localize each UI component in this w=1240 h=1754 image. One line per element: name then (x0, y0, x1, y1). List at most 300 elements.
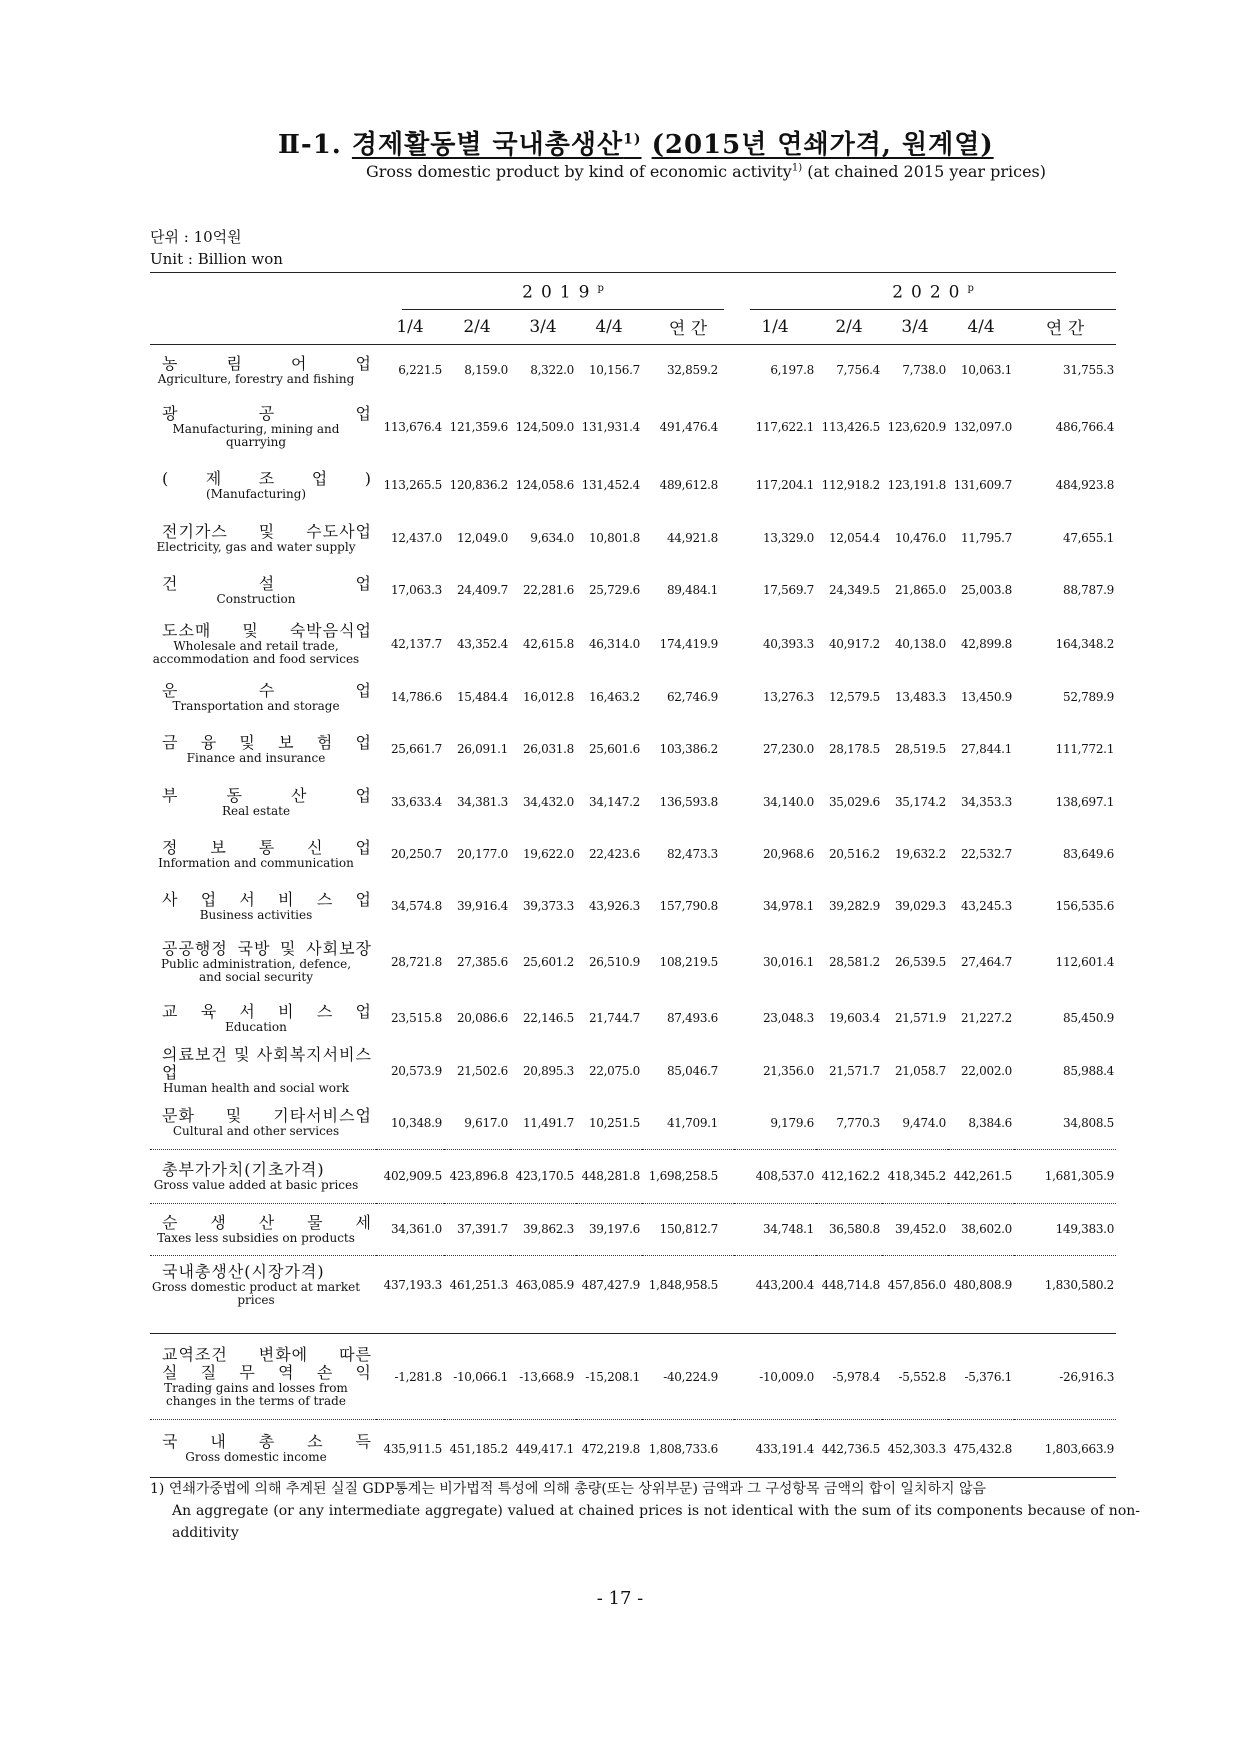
row-label-en: Information and communication (158, 855, 354, 870)
value-cell: 13,483.3 (894, 690, 947, 705)
row-label-ko: 순 생 산 물 세 (162, 1212, 372, 1232)
row-label-en: Human health and social work (162, 1081, 350, 1096)
row-label (150, 992, 376, 1044)
row-label-ko: 농 림 어 업 (162, 353, 372, 373)
subtitle-rest: (at chained 2015 year prices) (807, 162, 1046, 181)
value-cell: 20,968.6 (762, 847, 815, 862)
value-cell: 39,916.4 (456, 899, 508, 914)
value-cell: 113,676.4 (383, 420, 442, 435)
value-cell: 112,918.2 (821, 478, 881, 493)
row-label (150, 828, 376, 880)
value-cell: -26,916.3 (1059, 1369, 1115, 1384)
table-row (150, 512, 1116, 564)
value-cell: -5,978.4 (832, 1369, 881, 1384)
value-cell: 9,474.0 (902, 1115, 947, 1130)
title-main (352, 130, 642, 160)
value-cell: 131,609.7 (953, 478, 1013, 493)
value-cell: 47,655.1 (1062, 531, 1115, 546)
value-cell: 1,803,663.9 (1014, 1420, 1116, 1478)
value-cell: 37,391.7 (444, 1203, 510, 1255)
q-header: 4/4 (595, 316, 623, 337)
row-label-en: Education (225, 1019, 287, 1034)
value-cell: 174,419.9 (659, 637, 719, 652)
unit-en: Unit : Billion won (150, 250, 283, 268)
value-cell: 9,179.6 (770, 1115, 815, 1130)
row-label-en: Cultural and other services (172, 1124, 340, 1139)
value-cell: 448,281.8 (576, 1149, 642, 1203)
value-cell: 35,174.2 (894, 795, 947, 810)
value-cell: 42,137.7 (390, 637, 442, 652)
value-cell: 39,282.9 (828, 899, 881, 914)
value-cell: 433,191.4 (734, 1420, 816, 1478)
value-cell: -10,066.1 (453, 1369, 508, 1384)
value-cell: 103,386.2 (659, 742, 719, 757)
value-cell: 442,736.5 (816, 1420, 882, 1478)
value-cell: 32,859.2 (666, 363, 719, 378)
value-cell: 22,532.7 (960, 847, 1013, 862)
row-label (150, 1255, 376, 1315)
table-row (150, 722, 1116, 776)
value-cell: 13,450.9 (960, 690, 1013, 705)
value-cell: 8,322.0 (530, 363, 574, 378)
table-row (150, 616, 1116, 672)
value-cell: 435,911.5 (376, 1420, 444, 1478)
value-cell: 43,926.3 (588, 899, 640, 914)
value-cell: 16,012.8 (522, 690, 574, 705)
value-cell: 28,581.2 (828, 955, 881, 970)
value-cell: 7,770.3 (836, 1115, 881, 1130)
value-cell: 12,049.0 (456, 531, 508, 546)
value-cell: 33,633.4 (390, 795, 442, 810)
value-cell: 36,580.8 (816, 1203, 882, 1255)
row-label-ko: 금 융 및 보 험 업 (162, 732, 372, 752)
value-cell: 40,917.2 (828, 637, 881, 652)
value-cell: 34,978.1 (762, 899, 815, 914)
page-title (278, 124, 1038, 161)
value-cell: 6,221.5 (398, 363, 442, 378)
row-label-en: Manufacturing, mining and quarrying (172, 422, 340, 450)
unit-ko: 단위 : 10억원 (150, 228, 242, 246)
value-cell: 1,830,580.2 (1014, 1255, 1116, 1315)
value-cell: 9,634.0 (530, 531, 574, 546)
value-cell: 443,200.4 (734, 1255, 816, 1315)
title-sup: 1) (623, 131, 642, 148)
value-cell: 40,138.0 (894, 637, 947, 652)
subtitle-text: Gross domestic product by kind of economic activity (365, 162, 792, 181)
row-label-en: Gross value added at basic prices (153, 1177, 359, 1192)
value-cell: 132,097.0 (953, 420, 1013, 435)
row-label-ko: 도소매 및 숙박음식업 (162, 621, 372, 641)
table-row (150, 776, 1116, 828)
value-cell: 402,909.5 (376, 1149, 444, 1203)
header-year-2019 (376, 273, 734, 310)
value-cell: 28,519.5 (894, 742, 947, 757)
value-cell: 19,632.2 (894, 847, 947, 862)
row-label (150, 1334, 376, 1420)
value-cell: 34,381.3 (456, 795, 508, 810)
value-cell: -15,208.1 (585, 1369, 640, 1384)
value-cell: -5,552.8 (898, 1369, 947, 1384)
value-cell: 6,197.8 (770, 363, 815, 378)
q-header: 3/4 (529, 316, 557, 337)
value-cell: 157,790.8 (659, 899, 719, 914)
table-row (150, 564, 1116, 616)
page-number: - 17 - (596, 1588, 644, 1609)
value-cell: 7,756.4 (836, 363, 881, 378)
value-cell: 39,029.3 (894, 899, 947, 914)
value-cell: 14,786.6 (390, 690, 442, 705)
value-cell: 164,348.2 (1055, 637, 1115, 652)
row-label-ko: 교역조건 변화에 따른 (162, 1344, 372, 1364)
table-row (150, 1255, 1116, 1315)
value-cell: 12,437.0 (390, 531, 442, 546)
gdp-table (150, 272, 1116, 1478)
value-cell: 12,054.4 (828, 531, 881, 546)
value-cell: 113,426.5 (821, 420, 881, 435)
value-cell: 21,356.0 (762, 1063, 815, 1078)
value-cell: 9,617.0 (464, 1115, 508, 1130)
header-quarter-row (150, 310, 1116, 345)
footnote (150, 1478, 1140, 1544)
page-subtitle (366, 162, 1046, 181)
row-label-ko: 운 수 업 (162, 680, 372, 700)
value-cell: 1,698,258.5 (642, 1149, 734, 1203)
value-cell: 1,848,958.5 (642, 1255, 734, 1315)
spacer-cell (150, 1315, 1116, 1334)
value-cell: 21,744.7 (588, 1011, 640, 1026)
value-cell: 123,191.8 (887, 478, 947, 493)
row-label-en: Transportation and storage (172, 698, 340, 713)
value-cell: 23,048.3 (762, 1011, 815, 1026)
q-header: 1/4 (761, 316, 789, 337)
year-2020-label: 2020 (892, 282, 968, 303)
value-cell: 113,265.5 (383, 478, 442, 493)
q-header: 3/4 (901, 316, 929, 337)
value-cell: 26,031.8 (522, 742, 574, 757)
value-cell: 46,314.0 (588, 637, 640, 652)
value-cell: 44,921.8 (666, 531, 719, 546)
header-year-row (150, 273, 1116, 310)
value-cell: 34,574.8 (390, 899, 442, 914)
value-cell: 22,423.6 (588, 847, 640, 862)
row-label-en: Finance and insurance (186, 750, 326, 765)
value-cell: 85,988.4 (1062, 1063, 1115, 1078)
subtitle-sup: 1) (791, 162, 803, 174)
value-cell: 35,029.6 (828, 795, 881, 810)
value-cell: 40,393.3 (762, 637, 815, 652)
title-prefix: Ⅱ-1. (278, 130, 342, 160)
table-row (150, 458, 1116, 512)
gdp-table-body (150, 273, 1116, 1478)
value-cell: 11,491.7 (522, 1115, 574, 1130)
table-row (150, 1149, 1116, 1203)
value-cell: 28,178.5 (828, 742, 881, 757)
value-cell: 20,086.6 (456, 1011, 508, 1026)
value-cell: 16,463.2 (588, 690, 640, 705)
value-cell: 39,197.6 (576, 1203, 642, 1255)
header-year-2020-box (750, 273, 1116, 310)
value-cell: 34,147.2 (588, 795, 640, 810)
table-row (150, 1203, 1116, 1255)
value-cell: 25,601.2 (522, 955, 574, 970)
value-cell: 30,016.1 (762, 955, 815, 970)
value-cell: 418,345.2 (882, 1149, 948, 1203)
value-cell: 475,432.8 (948, 1420, 1014, 1478)
value-cell: 124,509.0 (515, 420, 574, 435)
value-cell: 10,348.9 (390, 1115, 442, 1130)
value-cell: 87,493.6 (666, 1011, 719, 1026)
table-row (150, 672, 1116, 722)
row-label-ko: 부 동 산 업 (162, 785, 372, 805)
value-cell: 27,230.0 (762, 742, 815, 757)
value-cell: 17,063.3 (390, 583, 442, 598)
row-label (150, 672, 376, 722)
value-cell: 412,162.2 (816, 1149, 882, 1203)
value-cell: -1,281.8 (394, 1369, 442, 1384)
value-cell: 12,579.5 (828, 690, 881, 705)
value-cell: 463,085.9 (510, 1255, 576, 1315)
row-label (150, 458, 376, 512)
q-header: 2/4 (463, 316, 491, 337)
value-cell: 461,251.3 (444, 1255, 510, 1315)
value-cell: 85,450.9 (1062, 1011, 1115, 1026)
row-label-en: Business activities (199, 907, 313, 922)
year-2020-sup: p (967, 283, 974, 294)
value-cell: 43,245.3 (960, 899, 1013, 914)
value-cell: 26,091.1 (456, 742, 508, 757)
value-cell: 131,931.4 (581, 420, 640, 435)
value-cell: 1,681,305.9 (1014, 1149, 1116, 1203)
value-cell: 24,409.7 (456, 583, 508, 598)
value-cell: 25,003.8 (960, 583, 1013, 598)
header-blank (150, 273, 376, 310)
value-cell: 408,537.0 (734, 1149, 816, 1203)
table-spacer-row (150, 1315, 1116, 1334)
value-cell: 10,251.5 (588, 1115, 640, 1130)
row-label (150, 564, 376, 616)
value-cell: -5,376.1 (964, 1369, 1013, 1384)
value-cell: 21,502.6 (456, 1063, 508, 1078)
value-cell: 131,452.4 (581, 478, 640, 493)
value-cell: 25,729.6 (588, 583, 640, 598)
value-cell: 27,385.6 (456, 955, 508, 970)
value-cell: 25,661.7 (390, 742, 442, 757)
value-cell: 42,899.8 (960, 637, 1013, 652)
row-label-ko: 의료보건 및 사회복지서비스업 (162, 1045, 372, 1083)
value-cell: 20,177.0 (456, 847, 508, 862)
value-cell: 10,801.8 (588, 531, 640, 546)
row-label-en: (Manufacturing) (205, 486, 307, 501)
row-label-en: Real estate (221, 803, 291, 818)
table-row (150, 932, 1116, 992)
value-cell: 13,329.0 (762, 531, 815, 546)
value-cell: 34,808.5 (1062, 1115, 1115, 1130)
value-cell: 489,612.8 (659, 478, 719, 493)
value-cell: 8,384.6 (968, 1115, 1013, 1130)
value-cell: 22,146.5 (522, 1011, 574, 1026)
value-cell: 423,896.8 (444, 1149, 510, 1203)
q-header: 2/4 (835, 316, 863, 337)
row-label (150, 616, 376, 672)
row-label (150, 344, 376, 396)
value-cell: 156,535.6 (1055, 899, 1115, 914)
value-cell: 20,516.2 (828, 847, 881, 862)
value-cell: 138,697.1 (1055, 795, 1115, 810)
value-cell: 22,281.6 (522, 583, 574, 598)
value-cell: 42,615.8 (522, 637, 574, 652)
q-header: 4/4 (967, 316, 995, 337)
value-cell: 34,361.0 (376, 1203, 444, 1255)
value-cell: 121,359.6 (449, 420, 508, 435)
value-cell: 491,476.4 (659, 420, 719, 435)
value-cell: 124,058.6 (515, 478, 574, 493)
value-cell: 22,002.0 (960, 1063, 1013, 1078)
value-cell: 28,721.8 (390, 955, 442, 970)
row-label-ko: 전기가스 및 수도사업 (162, 521, 372, 541)
value-cell: 437,193.3 (376, 1255, 444, 1315)
table-row (150, 992, 1116, 1044)
table-row (150, 1097, 1116, 1149)
value-cell: 111,772.1 (1055, 742, 1115, 757)
row-label (150, 396, 376, 458)
table-row (150, 1334, 1116, 1420)
value-cell: 452,303.3 (882, 1420, 948, 1478)
value-cell: 25,601.6 (588, 742, 640, 757)
footnote-ko: 연쇄가중법에 의해 추계된 실질 GDP통계는 비가법적 특성에 의해 총량(또는 상위부문) 금액과 그 구성항목 금액의 합이 일치하지 않음 (168, 1481, 987, 1497)
value-cell: 11,795.7 (960, 531, 1013, 546)
value-cell: 85,046.7 (666, 1063, 719, 1078)
value-cell: 15,484.4 (456, 690, 508, 705)
value-cell: 27,844.1 (960, 742, 1013, 757)
table-row (150, 828, 1116, 880)
value-cell: 442,261.5 (948, 1149, 1014, 1203)
value-cell: 486,766.4 (1055, 420, 1115, 435)
row-label-en: Agriculture, forestry and fishing (157, 371, 355, 386)
gdp-table-container (150, 272, 1116, 1478)
value-cell: 449,417.1 (510, 1420, 576, 1478)
value-cell: 20,895.3 (522, 1063, 574, 1078)
footnote-en: An aggregate (or any intermediate aggregate) valued at chained prices is not identical with the sum of its components because of non-additivity (172, 1503, 1140, 1541)
value-cell: 27,464.7 (960, 955, 1013, 970)
value-cell: 117,622.1 (755, 420, 815, 435)
value-cell: 43,352.4 (456, 637, 508, 652)
value-cell: 117,204.1 (755, 478, 815, 493)
value-cell: 484,923.8 (1055, 478, 1115, 493)
value-cell: 34,432.0 (522, 795, 574, 810)
value-cell: 451,185.2 (444, 1420, 510, 1478)
footnote-num: 1) (150, 1481, 165, 1497)
row-label-ko: 사 업 서 비 스 업 (162, 889, 372, 909)
year-2019-sup: p (597, 283, 604, 294)
row-label-en: Trading gains and losses from changes in the terms of trade (164, 1380, 348, 1408)
row-label (150, 1044, 376, 1097)
value-cell: 480,808.9 (948, 1255, 1014, 1315)
year-2019-label: 2019 (522, 282, 598, 303)
row-label-en: Gross domestic income (185, 1450, 327, 1465)
value-cell: 62,746.9 (666, 690, 719, 705)
value-cell: 13,276.3 (762, 690, 815, 705)
value-cell: 150,812.7 (642, 1203, 734, 1255)
row-label-en: Taxes less subsidies on products (157, 1230, 355, 1245)
value-cell: 26,510.9 (588, 955, 640, 970)
value-cell: 34,140.0 (762, 795, 815, 810)
value-cell: 21,058.7 (894, 1063, 947, 1078)
row-label (150, 512, 376, 564)
value-cell: 10,156.7 (588, 363, 640, 378)
value-cell: 149,383.0 (1014, 1203, 1116, 1255)
header-year-2020 (734, 273, 1116, 310)
value-cell: 34,748.1 (734, 1203, 816, 1255)
table-row (150, 1420, 1116, 1478)
value-cell: 8,159.0 (464, 363, 508, 378)
row-label-ko: 교 육 서 비 스 업 (162, 1001, 372, 1021)
row-label-ko-2: 실 질 무 역 손 익 (162, 1362, 372, 1382)
value-cell: 31,755.3 (1062, 363, 1115, 378)
row-label-ko: 문화 및 기타서비스업 (162, 1106, 372, 1126)
row-label (150, 1203, 376, 1255)
value-cell: 10,476.0 (894, 531, 947, 546)
title-rest: (2015년 연쇄가격, 원계열) (651, 130, 994, 160)
value-cell: 39,862.3 (510, 1203, 576, 1255)
row-label-en: Gross domestic product at market prices (151, 1280, 361, 1308)
value-cell: 88,787.9 (1062, 583, 1115, 598)
value-cell: 82,473.3 (666, 847, 719, 862)
value-cell: 10,063.1 (960, 363, 1013, 378)
q-header: 연 간 (1045, 319, 1085, 340)
row-label-ko: ( 제 조 업 ) (162, 468, 372, 488)
value-cell: 487,427.9 (576, 1255, 642, 1315)
value-cell: 19,603.4 (828, 1011, 881, 1026)
row-label (150, 1420, 376, 1478)
row-label-ko: 건 설 업 (162, 573, 372, 593)
row-label-en: Construction (216, 591, 296, 606)
row-label (150, 1097, 376, 1149)
value-cell: 22,075.0 (588, 1063, 640, 1078)
value-cell: 472,219.8 (576, 1420, 642, 1478)
header-year-2019-box (402, 273, 724, 310)
row-label (150, 776, 376, 828)
value-cell: 41,709.1 (666, 1115, 719, 1130)
row-label-en: Public administration, defence, and social security (160, 957, 352, 985)
table-row (150, 344, 1116, 396)
value-cell: 21,227.2 (960, 1011, 1013, 1026)
value-cell: -10,009.0 (759, 1369, 815, 1384)
row-label-ko: 총부가가치(기초가격) (162, 1159, 325, 1179)
value-cell: 21,571.7 (828, 1063, 881, 1078)
value-cell: 38,602.0 (948, 1203, 1014, 1255)
row-label-ko: 광 공 업 (162, 404, 372, 424)
row-label-ko: 국내총생산(시장가격) (162, 1262, 325, 1282)
row-label (150, 932, 376, 992)
q-header: 연 간 (668, 319, 708, 340)
header-blank (150, 310, 376, 345)
value-cell: 108,219.5 (659, 955, 719, 970)
value-cell: 39,452.0 (882, 1203, 948, 1255)
value-cell: 39,373.3 (522, 899, 574, 914)
table-row (150, 1044, 1116, 1097)
row-label-ko: 국 내 총 소 득 (162, 1432, 372, 1452)
value-cell: 34,353.3 (960, 795, 1013, 810)
value-cell: 136,593.8 (659, 795, 719, 810)
value-cell: 457,856.0 (882, 1255, 948, 1315)
table-row (150, 880, 1116, 932)
value-cell: 24,349.5 (828, 583, 881, 598)
row-label-en: Electricity, gas and water supply (156, 539, 356, 554)
value-cell: 120,836.2 (449, 478, 508, 493)
value-cell: 19,622.0 (522, 847, 574, 862)
title-main-text: 경제활동별 국내총생산 (351, 130, 624, 160)
row-label-ko: 정 보 통 신 업 (162, 837, 372, 857)
